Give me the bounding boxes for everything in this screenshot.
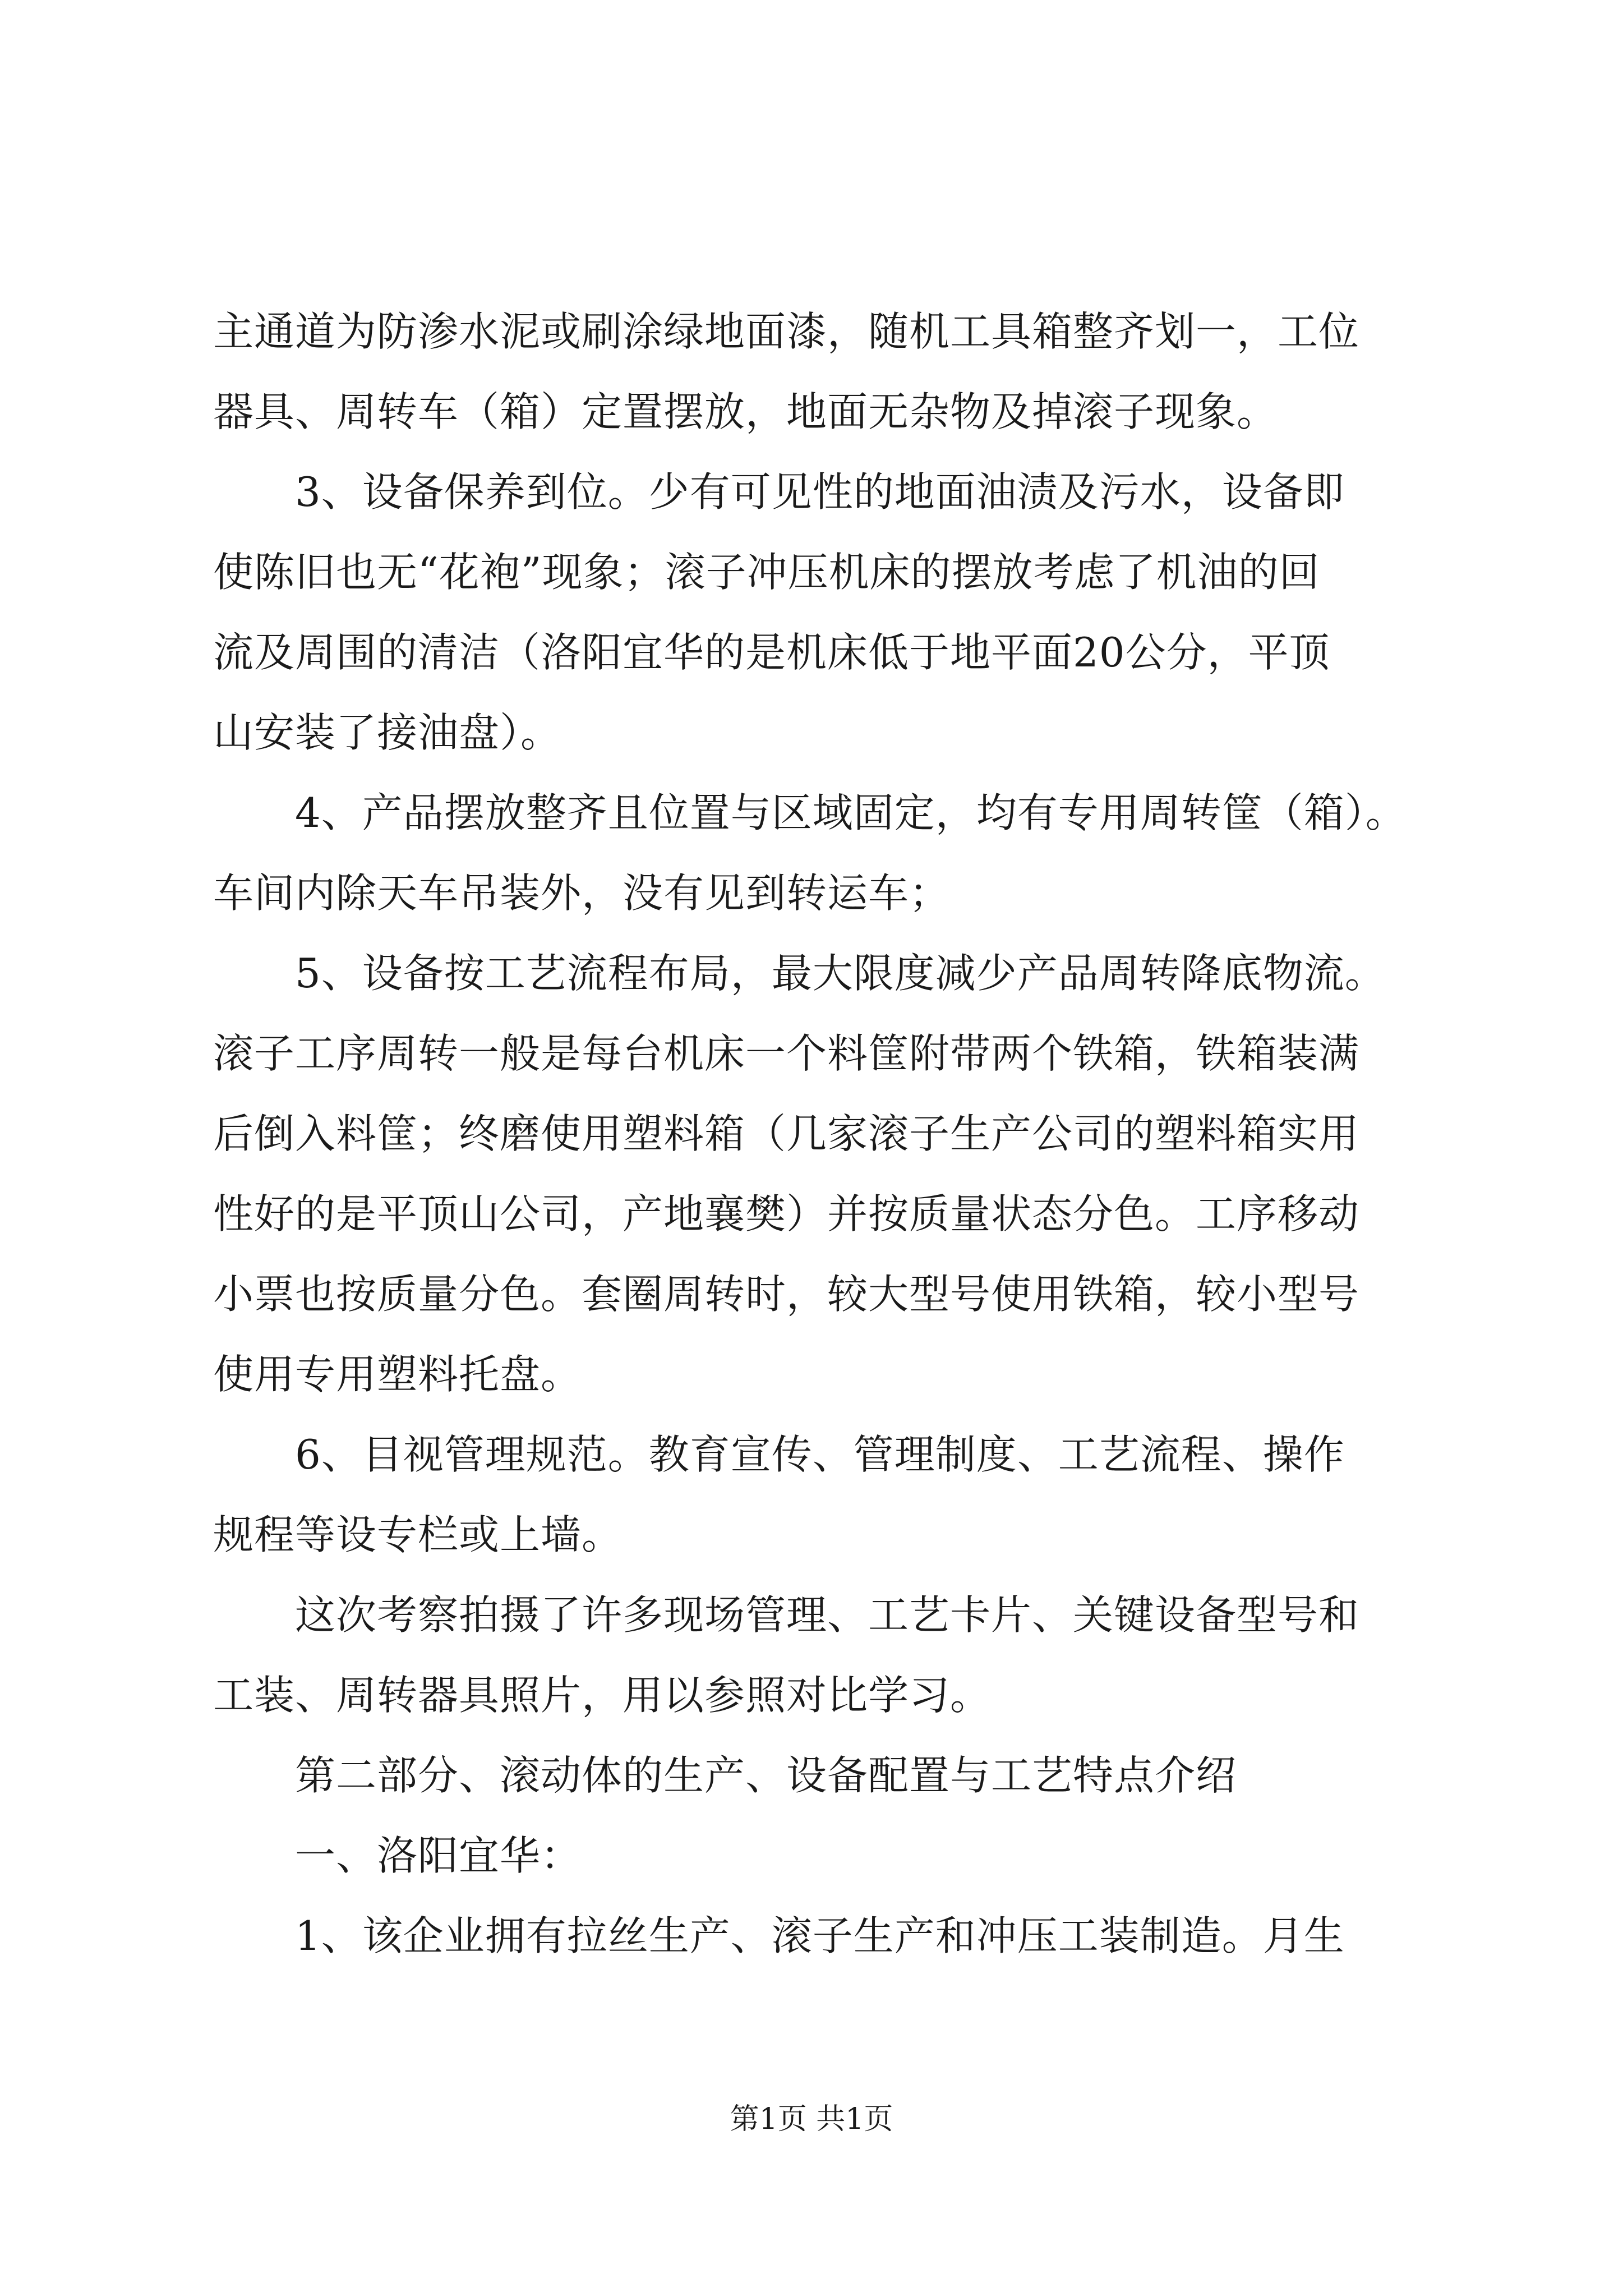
text-line: 规程等设专栏或上墙。: [213, 1511, 623, 1558]
text-line: 1、该企业拥有拉丝生产、滚子生产和冲压工装制造。月生: [213, 1912, 1345, 1959]
text-line: 第二部分、滚动体的生产、设备配置与工艺特点介绍: [213, 1752, 1237, 1799]
text-line: 5、设备按工艺流程布局，最大限度减少产品周转降底物流。: [213, 950, 1386, 997]
text-line: 器具、周转车（箱）定置摆放，地面无杂物及掉滚子现象。: [213, 388, 1278, 435]
text-line: 小票也按质量分色。套圈周转时，较大型号使用铁箱，较小型号: [213, 1271, 1360, 1318]
text-line: 主通道为防渗水泥或刷涂绿地面漆，随机工具箱整齐划一，工位: [213, 308, 1360, 355]
text-line: 后倒入料筐；终磨使用塑料箱（几家滚子生产公司的塑料箱实用: [213, 1110, 1360, 1157]
text-line: 工装、周转器具照片，用以参照对比学习。: [213, 1672, 992, 1719]
text-line: 6、目视管理规范。教育宣传、管理制度、工艺流程、操作: [213, 1431, 1345, 1478]
text-line: 3、设备保养到位。少有可见性的地面油渍及污水，设备即: [213, 468, 1345, 516]
text-line: 使用专用塑料托盘。: [213, 1351, 582, 1398]
text-line: 滚子工序周转一般是每台机床一个料筐附带两个铁箱，铁箱装满: [213, 1030, 1360, 1077]
text-line: 山安装了接油盘）。: [213, 709, 562, 756]
text-line: 一、洛阳宜华：: [213, 1832, 582, 1879]
page-number-label: 第1页 共1页: [730, 2102, 893, 2136]
text-line: 4、产品摆放整齐且位置与区域固定，均有专用周转筐（箱）。: [213, 789, 1407, 836]
text-line: 流及周围的清洁（洛阳宜华的是机床低于地平面20公分，平顶: [213, 629, 1330, 676]
text-line: 车间内除天车吊装外，没有见到转运车；: [213, 869, 951, 917]
document-body: [213, 292, 1447, 1976]
text-line: 这次考察拍摄了许多现场管理、工艺卡片、关键设备型号和: [213, 1591, 1360, 1639]
text-line: 使陈旧也无“花袍”现象；滚子冲压机床的摆放考虑了机油的回: [213, 549, 1320, 596]
page-footer: [0, 2095, 1623, 2137]
text-line: 性好的是平顶山公司，产地襄樊）并按质量状态分色。工序移动: [213, 1190, 1360, 1237]
